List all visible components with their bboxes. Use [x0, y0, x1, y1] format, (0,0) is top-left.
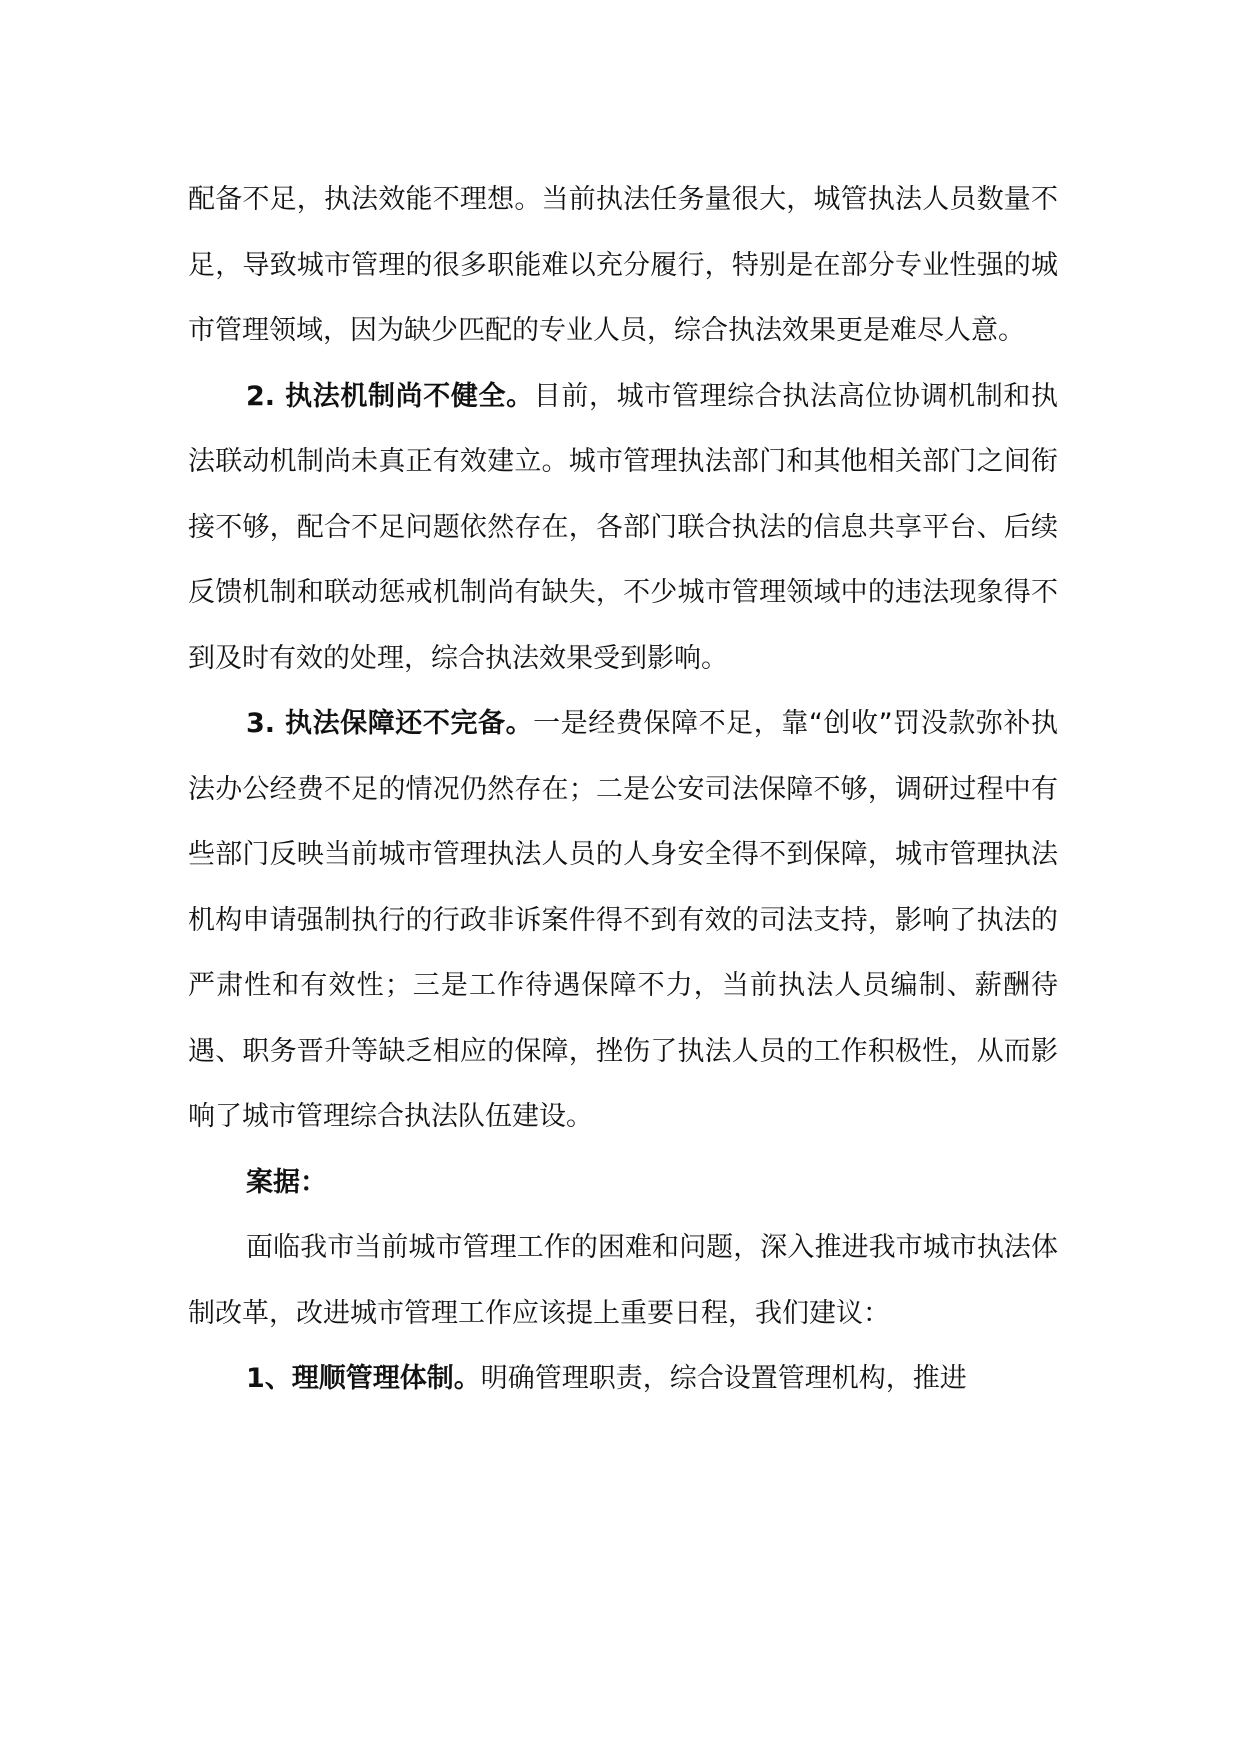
- section-heading-case-basis: [188, 1150, 1058, 1216]
- paragraph-text: 一是经费保障不足，靠“创收”罚没款弥补执法办公经费不足的情况仍然存在；二是公安司法保障不够，调研过程中有些部门反映当前城市管理执法人员的人身安全得不到保障，城市管理执法机构申请强制执行的行政非诉案件得不到有效的司法支持，影响了执法的严肃性和有效性；三是工作待遇保障不力，当前执法人员编制、薪酬待遇、职务晋升等缺乏相应的保障，挫伤了执法人员的工作积极性，从而影响了城市管理综合执法队伍建设。: [188, 708, 1058, 1132]
- paragraph-enforcement-guarantee: [188, 691, 1058, 1150]
- paragraph-heading: 1、理顺管理体制。: [246, 1363, 481, 1394]
- paragraph-text: 面临我市当前城市管理工作的困难和问题，深入推进我市城市执法体制改革，改进城市管理工作应该提上重要日程，我们建议：: [188, 1232, 1058, 1329]
- paragraph-text: 目前，城市管理综合执法高位协调机制和执法联动机制尚未真正有效建立。城市管理执法部门和其他相关部门之间衔接不够，配合不足问题依然存在，各部门联合执法的信息共享平台、后续反馈机制和联动惩戒机制尚有缺失，不少城市管理领域中的违法现象得不到及时有效的处理，综合执法效果受到影响。: [188, 380, 1058, 674]
- paragraph-heading: 2. 执法机制尚不健全。: [246, 380, 534, 412]
- paragraph-text: 配备不足，执法效能不理想。当前执法任务量很大，城管执法人员数量不足，导致城市管理的很多职能难以充分履行，特别是在部分专业性强的城市管理领域，因为缺少匹配的专业人员，综合执法效果更是难尽人意。: [188, 184, 1058, 346]
- document-body: [188, 167, 1058, 1412]
- paragraph-suggestion-intro: [188, 1215, 1058, 1346]
- paragraph-text: 明确管理职责，综合设置管理机构，推进: [480, 1363, 967, 1394]
- paragraph-heading: 3. 执法保障还不完备。: [246, 708, 534, 739]
- section-heading: 案据：: [246, 1166, 327, 1198]
- paragraph-suggestion-1: [188, 1346, 1058, 1412]
- paragraph-enforcement-mechanism: [188, 364, 1058, 692]
- paragraph-staffing-continued: [188, 167, 1058, 364]
